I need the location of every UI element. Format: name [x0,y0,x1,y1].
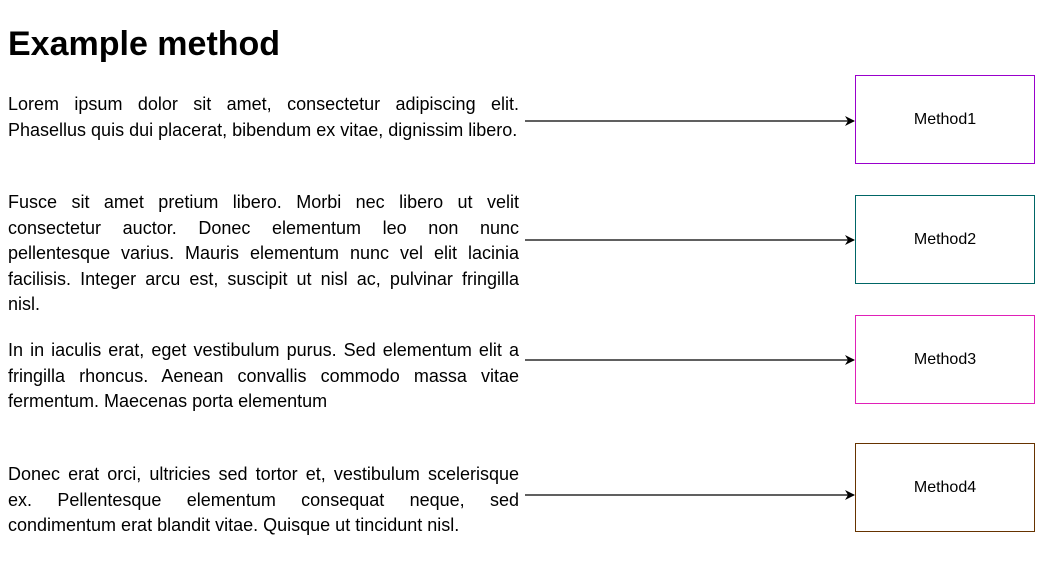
method2-box[interactable] [855,195,1035,284]
method3-label: Method3 [913,350,977,368]
description-paragraph-1: Lorem ipsum dolor sit amet, consectetur adipiscing elit. Phasellus quis dui placerat, bibendum ex vitae, dignissim libero. [8,94,519,140]
description-paragraph-3: In in iaculis erat, eget vestibulum purus. Sed elementum elit a fringilla rhoncus. Aenean convallis commodo massa vitae fermentum. Maecenas porta elementum [8,340,519,411]
method4-label: Method4 [913,478,977,496]
description-paragraph-2: Fusce sit amet pretium libero. Morbi nec libero ut velit consectetur auctor. Donec elementum leo non nunc pellentesque varius. Mauris elementum nunc vel elit lacinia facilisis. Integer arcu est, suscipit ut nisl ac, pulvinar fringilla nisl. [8,192,519,314]
method1-box[interactable] [855,75,1035,164]
method3-box[interactable] [855,315,1035,404]
method4-box[interactable] [855,443,1035,532]
method2-label: Method2 [913,230,977,248]
method1-label: Method1 [913,110,977,128]
description-paragraph-4: Donec erat orci, ultricies sed tortor et, vestibulum scelerisque ex. Pellentesque elementum consequat neque, sed condimentum erat blandit vitae. Quisque ut tincidunt nisl. [8,464,519,535]
page-title: Example method [8,25,281,63]
